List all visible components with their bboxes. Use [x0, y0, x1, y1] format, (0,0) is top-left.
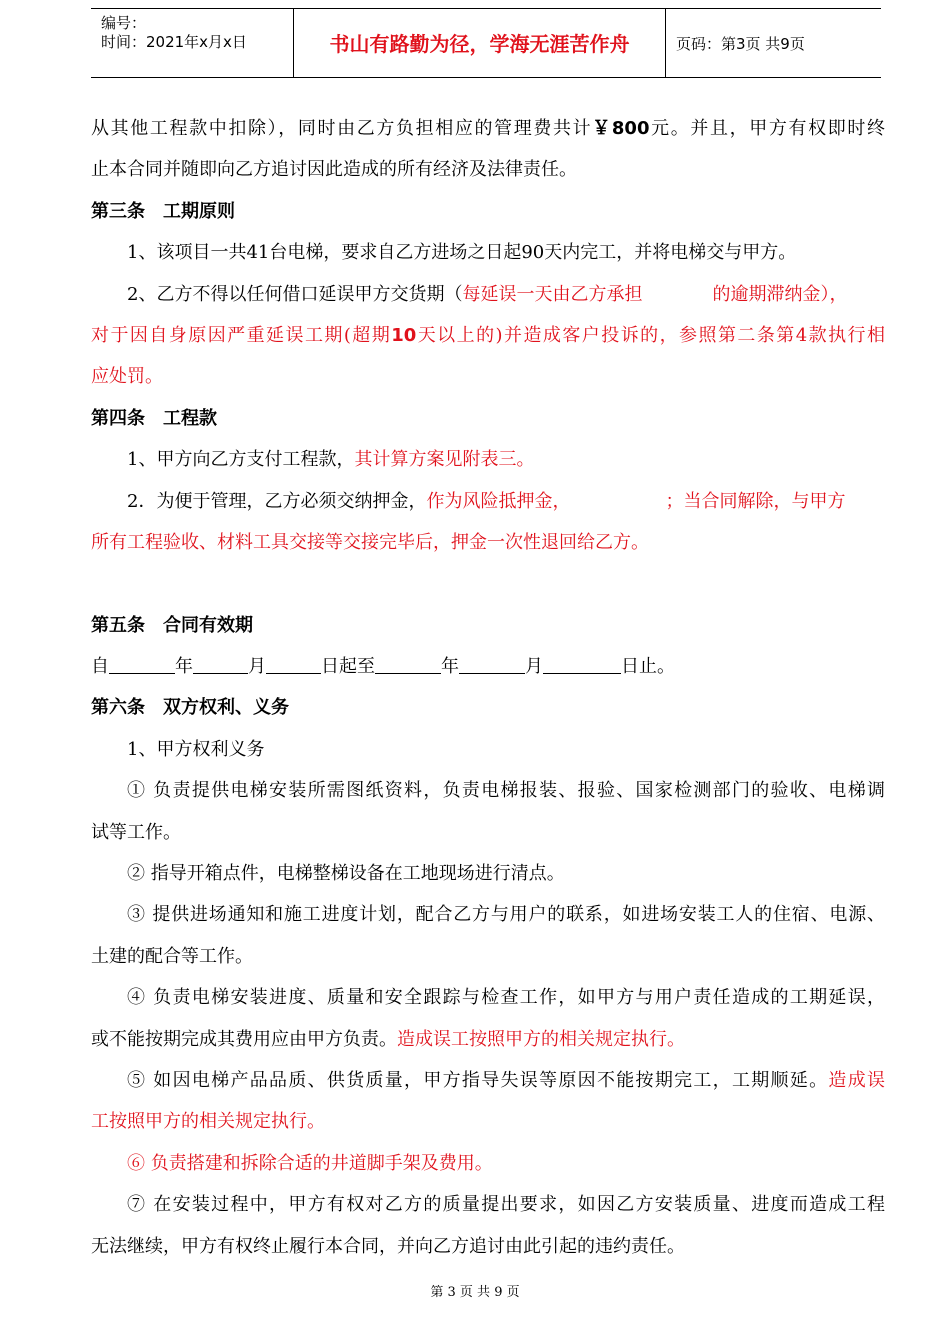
paragraph-line: 所有工程验收、材料工具交接等交接完毕后，押金一次性退回给乙方。: [91, 531, 649, 553]
document-body: [91, 108, 885, 1267]
text-run-red: 10: [391, 324, 417, 346]
text-run-red: 每延误一天由乙方承担: [462, 283, 643, 305]
text-run: 1、甲方向乙方支付工程款，: [127, 449, 355, 471]
paragraph-line: 工按照甲方的相关规定执行。: [91, 1111, 325, 1133]
paragraph-line: 止本合同并随即向乙方追讨因此造成的所有经济及法律责任。: [91, 159, 577, 181]
article-3-title: 第三条 工期原则: [91, 200, 235, 222]
time-label: 时间：2021年x月x日: [101, 33, 247, 51]
blank-field[interactable]: [193, 651, 248, 674]
blank-field[interactable]: [459, 651, 525, 674]
blank-field[interactable]: [266, 651, 321, 674]
text-run-red: 天以上的)并造成客户投诉的，参照第二条第4款执行相: [416, 324, 885, 346]
text-run: ⑤ 如因电梯产品品质、供货质量，甲方指导失误等原因不能按期完工，工期顺延。: [127, 1069, 829, 1091]
text-run: 自: [91, 656, 109, 678]
duty-item-4: ④ 负责电梯安装进度、质量和安全跟踪与检查工作，如甲方与用户责任造成的工期延误，: [127, 987, 885, 1009]
text-run: 或不能按期完成其费用应由甲方负责。: [91, 1028, 397, 1050]
duty-item-3: ③ 提供进场通知和施工进度计划，配合乙方与用户的联系，如进场安装工人的住宿、电源、: [127, 904, 885, 926]
text-run: 年: [175, 656, 193, 678]
text-run-red: 作为风险抵押金，: [426, 490, 571, 512]
header-page-label: 页码：第3页 共9页: [676, 35, 805, 53]
text-run: 2、乙方不得以任何借口延误甲方交货期（: [127, 283, 463, 305]
text-run: 从其他工程款中扣除），同时由乙方负担相应的管理费共计: [91, 118, 593, 139]
blank-field[interactable]: [109, 651, 175, 674]
text-run-red: 对于因自身原因严重延误工期(超期: [91, 324, 392, 346]
article-4-item-1: [91, 439, 885, 480]
page-footer: 第 3 页 共 9 页: [430, 1285, 520, 1300]
text-run-red: 其计算方案见附表三。: [354, 449, 535, 471]
header-motto: 书山有路勤为径，学海无涯苦作舟: [294, 9, 666, 77]
text-run-red: 造成误工按照甲方的相关规定执行。: [397, 1028, 685, 1050]
text-run: 日止。: [621, 656, 675, 678]
amount: ￥800: [592, 118, 650, 139]
paragraph-line: 土建的配合等工作。: [91, 945, 253, 967]
spacer: [91, 563, 885, 604]
code-label: 编号：: [101, 14, 147, 32]
article-6-title: 第六条 双方权利、义务: [91, 697, 289, 719]
text-run: 元。并且，甲方有权即时终: [649, 118, 885, 139]
text-run: 月: [525, 656, 543, 678]
article-3-item-1: 1、该项目一共41台电梯，要求自乙方进场之日起90天内完工，并将电梯交与甲方。: [127, 242, 797, 264]
paragraph-line: [91, 315, 885, 356]
duty-item-5: [91, 1060, 885, 1101]
article-5-title: 第五条 合同有效期: [91, 614, 253, 636]
text-run-red: 造成误: [828, 1069, 886, 1091]
validity-period-line: [91, 646, 885, 687]
paragraph-line: 应处罚。: [91, 366, 163, 388]
article-4-title: 第四条 工程款: [91, 407, 217, 429]
article-3-item-2: [91, 274, 885, 315]
text-run: 日起至: [321, 656, 375, 678]
paragraph-line: 无法继续，甲方有权终止履行本合同，并向乙方追讨由此引起的违约责任。: [91, 1235, 685, 1257]
duty-item-6: ⑥ 负责搭建和拆除合适的井道脚手架及费用。: [127, 1152, 493, 1174]
duty-item-7: ⑦ 在安装过程中，甲方有权对乙方的质量提出要求，如因乙方安装质量、进度而造成工程: [127, 1194, 885, 1216]
blank-field[interactable]: [543, 651, 621, 674]
page-header: [91, 8, 881, 78]
paragraph-line: [91, 1019, 885, 1060]
paragraph-line: [91, 108, 885, 149]
duty-item-1: ① 负责提供电梯安装所需图纸资料，负责电梯报装、报验、国家检测部门的验收、电梯调: [127, 780, 885, 802]
text-run: 2．为便于管理，乙方必须交纳押金，: [127, 490, 427, 512]
article-6-item-1: 1、甲方权利义务: [127, 738, 265, 760]
blank-field[interactable]: [375, 651, 441, 674]
text-run-red: ；当合同解除，与甲方: [665, 490, 846, 512]
text-run: 年: [441, 656, 459, 678]
paragraph-line: 试等工作。: [91, 821, 181, 843]
duty-item-2: ② 指导开箱点件，电梯整梯设备在工地现场进行清点。: [127, 863, 565, 885]
article-4-item-2: [91, 481, 885, 522]
header-meta-cell: [91, 9, 294, 77]
text-run: 月: [248, 656, 266, 678]
text-run-red: 的逾期滞纳金），: [712, 283, 848, 305]
